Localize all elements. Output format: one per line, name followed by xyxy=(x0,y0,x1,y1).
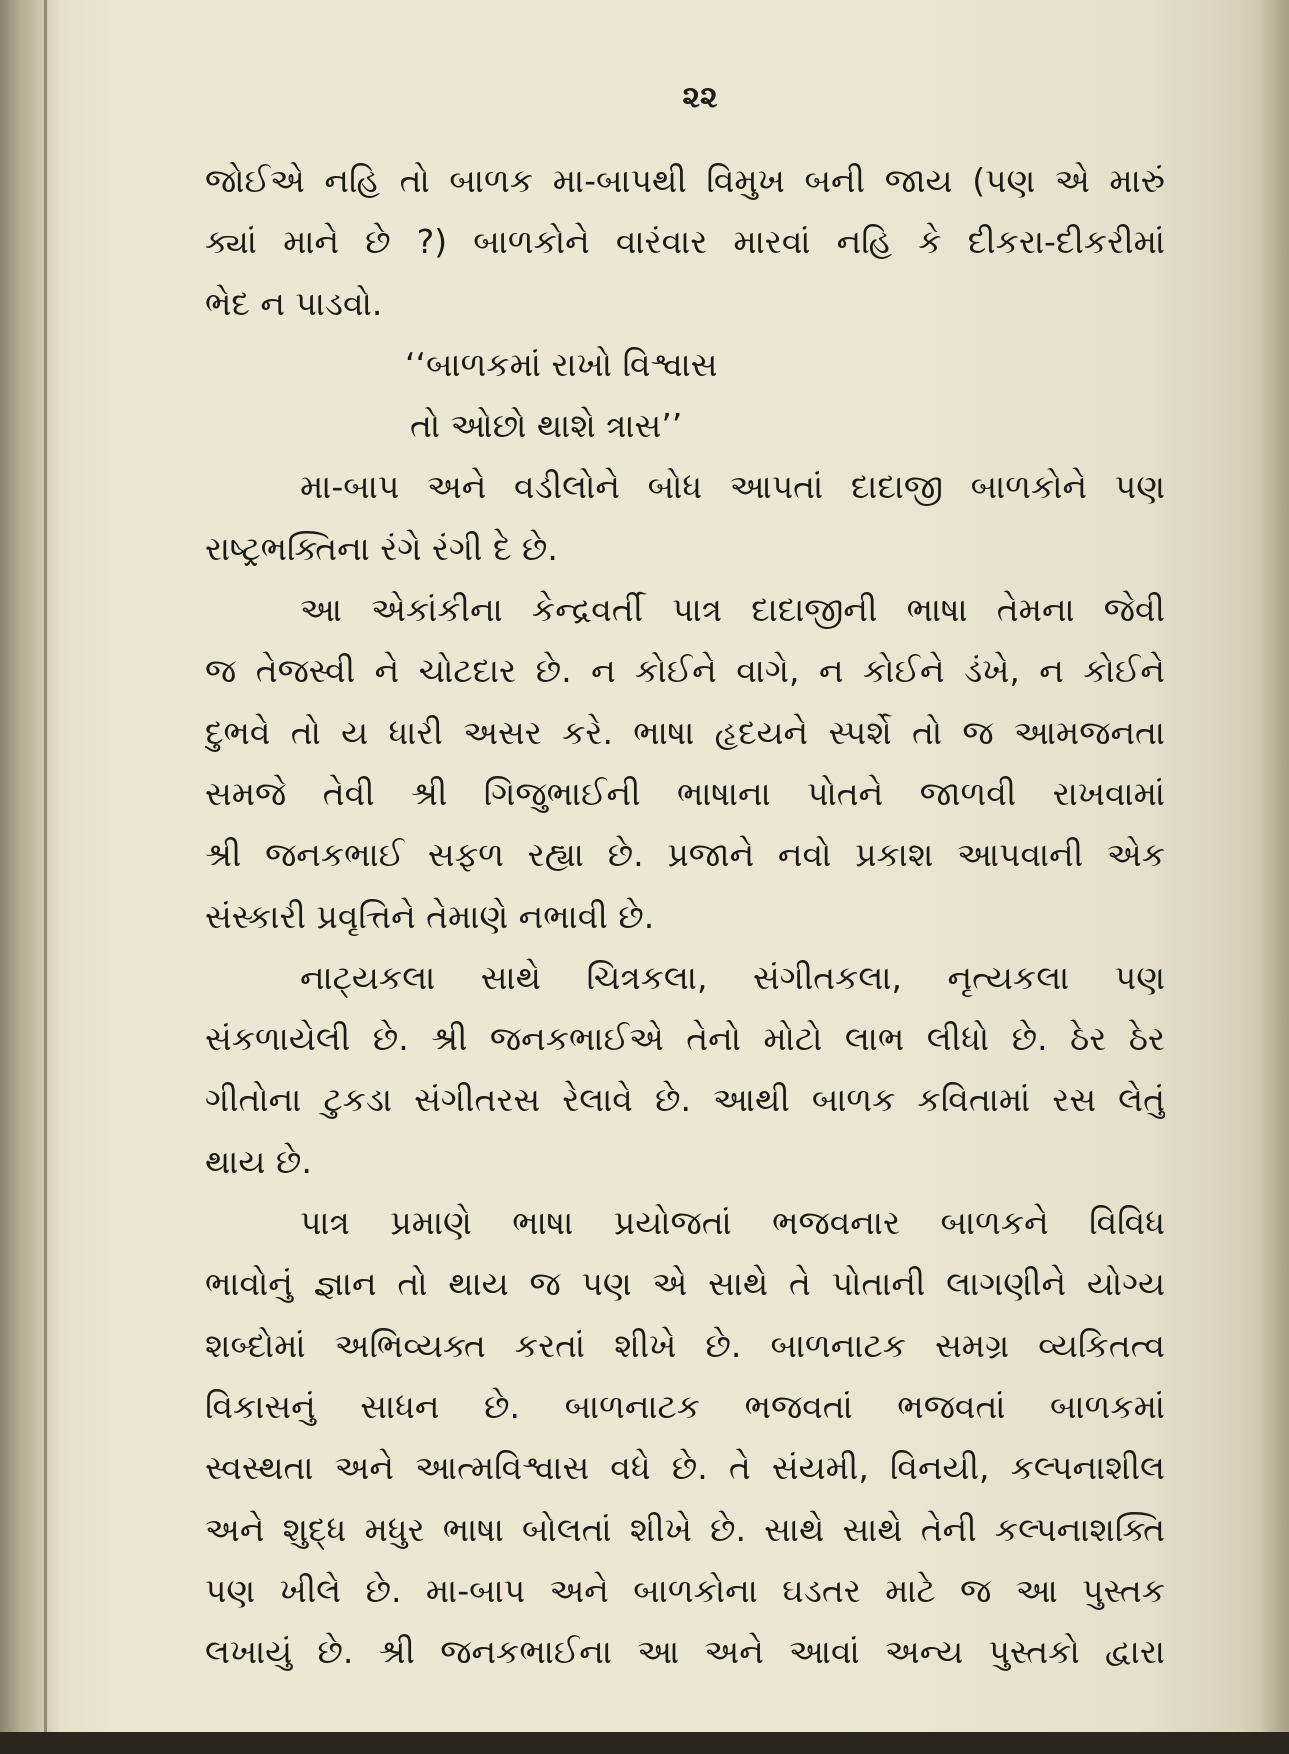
page-edge xyxy=(1259,0,1289,1754)
text-line: ભાવોનું જ્ઞાન તો થાય જ પણ એ સાથે તે પોતાની લાગણીને યોગ્ય xyxy=(205,1264,1165,1304)
bottom-edge xyxy=(0,1732,1289,1754)
paragraph-first-line: નાટ્યકલા સાથે ચિત્રકલા, સંગીતકલા, નૃત્યકલા પણ xyxy=(300,957,1165,997)
text-line: શ્રી જનકભાઈ સફળ રહ્યા છે. પ્રજાને નવો પ્રકાશ આપવાની એક xyxy=(205,835,1165,875)
paragraph-first-line: પાત્ર પ્રમાણે ભાષા પ્રયોજતાં ભજવનાર બાળકને વિવિધ xyxy=(300,1203,1165,1243)
verse-line: ‘‘બાળકમાં રાખો વિશ્વાસ xyxy=(405,344,718,384)
paragraph-first-line: આ એકાંકીના કેન્દ્રવર્તી પાત્ર દાદાજીની ભાષા તેમના જેવી xyxy=(300,590,1165,630)
text-line: સમજે તેવી શ્રી ગિજુભાઈની ભાષાના પોતને જાળવી રાખવામાં xyxy=(205,773,1165,813)
text-line: સ્વસ્થતા અને આત્મવિશ્વાસ વધે છે. તે સંયમી, વિનયી, કલ્પનાશીલ xyxy=(205,1448,1165,1488)
text-line: લખાયું છે. શ્રી જનકભાઈના આ અને આવાં અન્ય પુસ્તકો દ્વારા xyxy=(205,1632,1165,1672)
verse-line: તો ઓછો થાશે ત્રાસ’’ xyxy=(410,406,683,446)
text-line: જોઈએ નહિ તો બાળક મા-બાપથી વિમુખ બની જાય (પણ એ મારું xyxy=(205,161,1165,200)
text-line: ગીતોના ટુકડા સંગીતરસ રેલાવે છે. આથી બાળક કવિતામાં રસ લેતું xyxy=(205,1080,1165,1120)
text-line: વિકાસનું સાધન છે. બાળનાટક ભજવતાં ભજવતાં બાળકમાં xyxy=(205,1386,1165,1426)
text-line: રાષ્ટ્રભક્તિના રંગે રંગી દે છે. xyxy=(205,528,558,568)
text-line: દુભવે તો ય ધારી અસર કરે. ભાષા હૃદયને સ્પર્શે તો જ આમજનતા xyxy=(205,712,1165,752)
binding-shadow xyxy=(0,0,60,1754)
binding-line xyxy=(44,0,47,1754)
body-text xyxy=(205,150,1165,1682)
text-line: ભેદ ન પાડવો. xyxy=(205,283,383,323)
page-number: ૨૨ xyxy=(682,80,718,115)
text-line: પણ ખીલે છે. મા-બાપ અને બાળકોના ઘડતર માટે જ આ પુસ્તક xyxy=(205,1570,1165,1610)
text-line: અને શુદ્ધ મધુર ભાષા બોલતાં શીખે છે. સાથે સાથે તેની કલ્પનાશક્તિ xyxy=(205,1509,1165,1549)
text-line: જ તેજસ્વી ને ચોટદાર છે. ન કોઈને વાગે, ન કોઈને ડંખે, ન કોઈને xyxy=(205,651,1165,691)
text-line: શબ્દોમાં અભિવ્યક્ત કરતાં શીખે છે. બાળનાટક સમગ્ર વ્યકિતત્વ xyxy=(205,1325,1165,1365)
text-line: સંસ્કારી પ્રવૃત્તિને તેમાણે નભાવી છે. xyxy=(205,896,655,936)
text-line: સંકળાયેલી છે. શ્રી જનકભાઈએ તેનો મોટો લાભ લીધો છે. ઠેર ઠેર xyxy=(205,1019,1165,1059)
text-line: થાય છે. xyxy=(205,1141,312,1181)
text-line: ક્યાં માને છે ?) બાળકોને વારંવાર મારવાં નહિ કે દીકરા-દીકરીમાં xyxy=(205,222,1165,262)
paragraph-first-line: મા-બાપ અને વડીલોને બોધ આપતાં દાદાજી બાળકોને પણ xyxy=(300,467,1165,507)
